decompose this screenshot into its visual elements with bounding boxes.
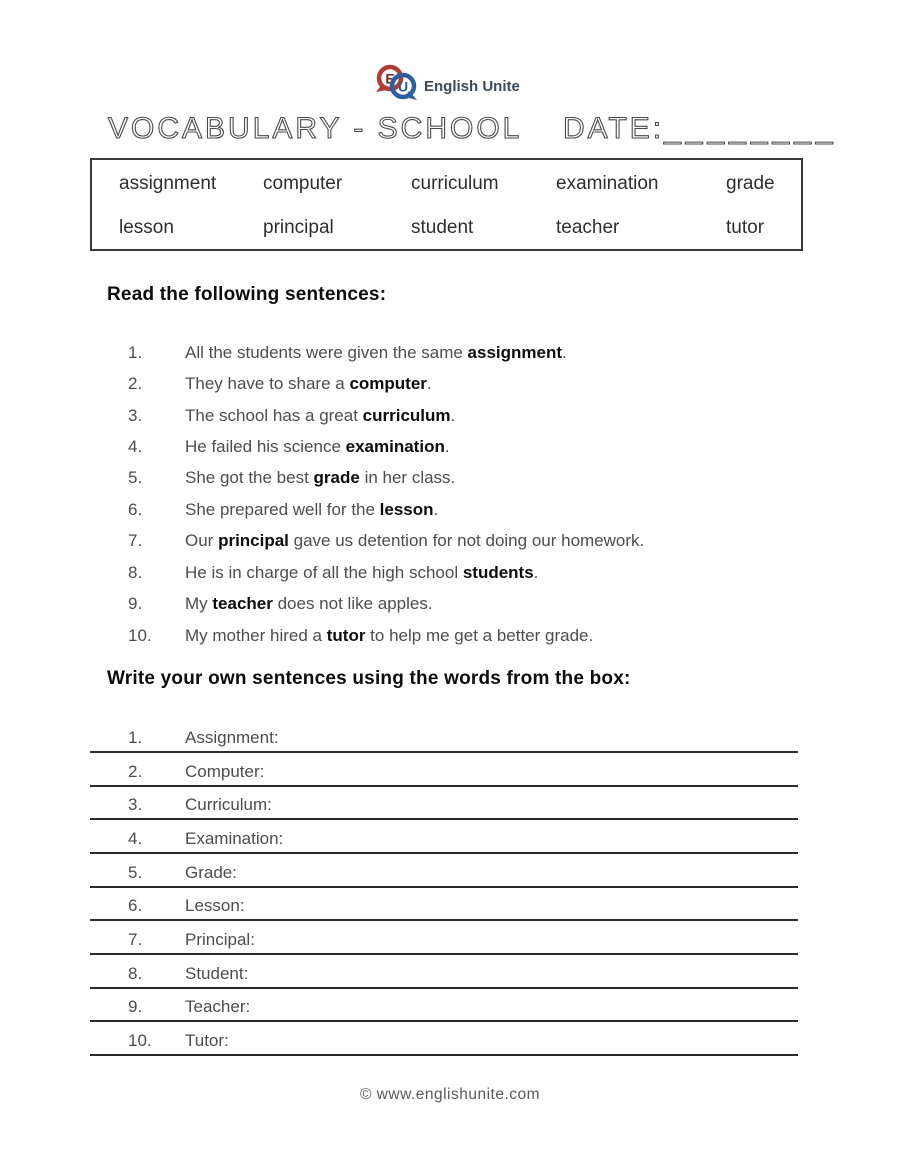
sentence-number: 3.: [128, 405, 143, 425]
write-line-number: 7.: [128, 929, 143, 949]
page-title: VOCABULARY - SCHOOL: [108, 112, 523, 145]
sentence-text: [185, 626, 593, 646]
sentence-keyword: principal: [218, 531, 289, 551]
sentence-text: [185, 343, 567, 363]
word-bank-box: [90, 158, 803, 251]
sentence-text: [185, 531, 644, 551]
sentence-row: [128, 526, 828, 557]
sentence-number: 7.: [128, 531, 143, 551]
sentence-text: [185, 468, 455, 488]
sentence-pre-text: She prepared well for the: [185, 499, 380, 519]
word-bank-word: principal: [263, 217, 334, 238]
sentence-row: [128, 589, 828, 620]
write-line-row: [90, 753, 798, 787]
sentence-pre-text: He is in charge of all the high school: [185, 562, 463, 582]
sentence-text: [185, 374, 432, 394]
sentence-number: 4.: [128, 437, 143, 457]
sentence-row: [128, 463, 828, 494]
write-line-number: 5.: [128, 862, 143, 882]
sentence-keyword: teacher: [212, 594, 273, 614]
sentence-keyword: tutor: [326, 625, 366, 645]
word-bank-word: teacher: [556, 217, 620, 238]
write-line-row: [90, 921, 798, 955]
sentence-number: 1.: [128, 342, 143, 362]
write-line-number: 3.: [128, 795, 143, 815]
sentence-keyword: curriculum: [362, 405, 451, 425]
write-line-row: [90, 1022, 798, 1056]
write-line-word-label: Curriculum:: [185, 795, 272, 815]
word-bank-word: tutor: [726, 217, 765, 238]
word-bank-word: examination: [556, 173, 659, 194]
sentence-number: 6.: [128, 499, 143, 519]
footer-copyright: © www.englishunite.com: [359, 1086, 541, 1103]
write-line-word-label: Lesson:: [185, 896, 245, 916]
date-blank-line: ________: [664, 112, 838, 145]
write-line-word-label: Teacher:: [185, 997, 251, 1017]
sentence-pre-text: My: [185, 594, 213, 614]
sentence-text: [185, 437, 450, 457]
sentence-post-text: .: [450, 405, 456, 425]
sentence-row: [128, 557, 828, 588]
sentence-row: [128, 368, 828, 399]
write-line-word-label: Grade:: [185, 862, 237, 882]
sentence-post-text: .: [433, 499, 439, 519]
sentence-post-text: .: [426, 374, 432, 394]
sentence-number: 10.: [128, 625, 152, 645]
write-line-row: [90, 989, 798, 1023]
sentence-post-text: to help me get a better grade.: [365, 625, 594, 645]
sentence-text: [185, 563, 538, 583]
sentence-pre-text: They have to share a: [185, 374, 350, 394]
sentence-text: [185, 500, 438, 520]
write-line-word-label: Tutor:: [185, 1030, 229, 1050]
logo-letter-u: U: [397, 78, 409, 95]
sentence-post-text: gave us detention for not doing our homework.: [288, 531, 645, 551]
sentence-row: [128, 337, 828, 368]
write-line-number: 4.: [128, 829, 143, 849]
date-label: DATE:: [563, 112, 665, 145]
sentence-number: 9.: [128, 594, 143, 614]
write-line-row: [90, 720, 798, 754]
sentence-pre-text: He failed his science: [185, 437, 346, 457]
english-unite-logo: [0, 62, 900, 106]
write-line-row: [90, 820, 798, 854]
sentence-keyword: lesson: [379, 499, 434, 519]
write-line-number: 10.: [128, 1030, 152, 1050]
sentence-pre-text: She got the best: [185, 468, 314, 488]
sentence-post-text: .: [562, 342, 567, 362]
sentence-post-text: does not like apples.: [272, 594, 433, 614]
sentence-pre-text: Our: [185, 531, 219, 551]
write-line-row: [90, 787, 798, 821]
write-line-number: 2.: [128, 761, 143, 781]
sentence-pre-text: The school has a great: [185, 405, 363, 425]
word-bank-word: assignment: [119, 173, 217, 194]
write-section-heading: Write your own sentences using the words from the box:: [107, 668, 631, 689]
word-bank-word: lesson: [119, 217, 174, 238]
sentence-number: 2.: [128, 374, 143, 394]
write-line-number: 8.: [128, 963, 143, 983]
sentence-pre-text: My mother hired a: [185, 625, 327, 645]
write-line-number: 1.: [128, 728, 143, 748]
date-field: [563, 111, 838, 147]
sentence-row: [128, 620, 828, 651]
sentence-row: [128, 400, 828, 431]
write-line-word-label: Computer:: [185, 761, 265, 781]
read-section-heading: Read the following sentences:: [107, 284, 387, 305]
write-line-row: [90, 854, 798, 888]
sentence-number: 8.: [128, 562, 143, 582]
write-line-row: [90, 955, 798, 989]
sentence-keyword: grade: [313, 468, 360, 488]
sentence-post-text: .: [533, 562, 539, 582]
sentence-row: [128, 431, 828, 462]
logo-letter-e: E: [385, 70, 395, 87]
word-bank-word: computer: [263, 173, 343, 194]
sentence-post-text: .: [444, 437, 450, 457]
sentence-number: 5.: [128, 468, 143, 488]
read-sentence-list: [128, 337, 828, 651]
sentence-text: [185, 594, 433, 614]
write-line-number: 9.: [128, 997, 143, 1017]
sentence-row: [128, 494, 828, 525]
word-bank-word: grade: [726, 173, 775, 194]
write-line-word-label: Student:: [185, 963, 249, 983]
logo-brand-text: English Unite: [424, 78, 520, 95]
write-line-number: 6.: [128, 896, 143, 916]
word-bank-word: student: [411, 217, 474, 238]
sentence-keyword: examination: [345, 437, 445, 457]
sentence-text: [185, 406, 455, 426]
sentence-post-text: in her class.: [359, 468, 456, 488]
write-line-word-label: Assignment:: [185, 728, 279, 748]
sentence-pre-text: All the students were given the same: [185, 342, 468, 362]
sentence-keyword: assignment: [467, 342, 563, 362]
sentence-keyword: students: [462, 562, 534, 582]
write-line-list: [90, 720, 798, 1056]
write-line-row: [90, 888, 798, 922]
english-unite-logo-icon: [368, 62, 532, 106]
sentence-keyword: computer: [349, 374, 427, 394]
write-line-word-label: Examination:: [185, 829, 284, 849]
write-line-word-label: Principal:: [185, 929, 255, 949]
word-bank-word: curriculum: [411, 173, 499, 194]
